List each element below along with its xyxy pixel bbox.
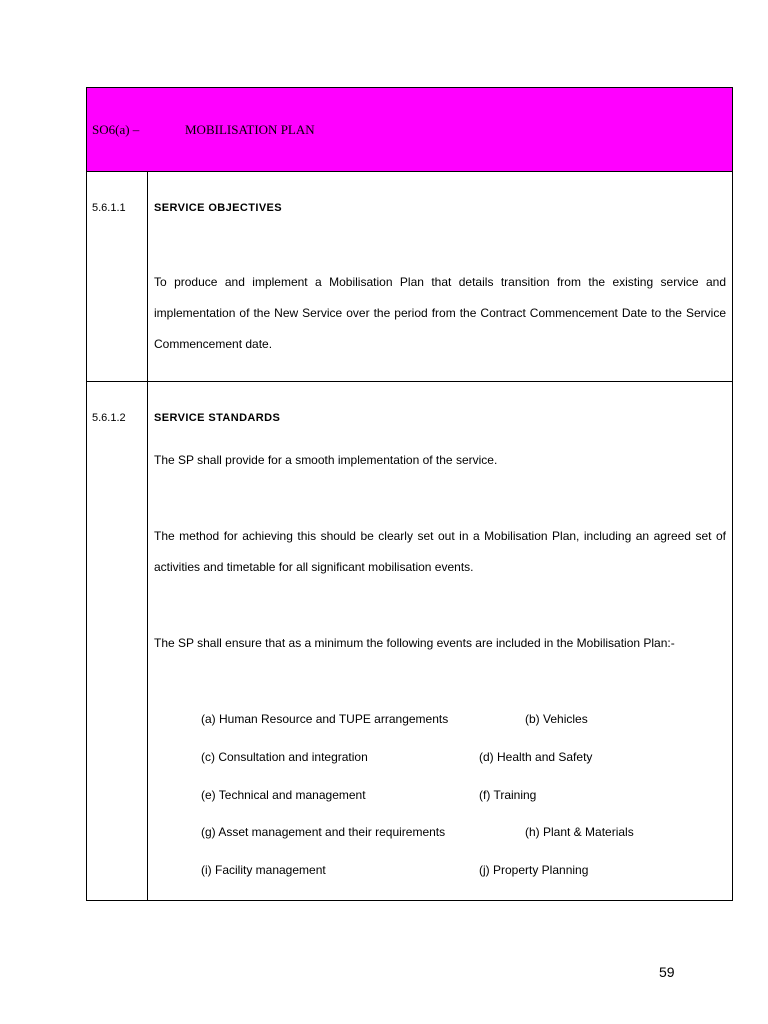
events-list — [87, 382, 732, 900]
title-band — [87, 88, 732, 172]
list-item: (e) Technical and management — [201, 788, 366, 802]
page-number: 59 — [659, 964, 675, 980]
objectives-paragraph: To produce and implement a Mobilisation Plan that details transition from the existing service and implementation of the New Service over the period from the Contract Commencement Date to the Service Commencement date. — [154, 275, 726, 351]
list-item: (b) Vehicles — [525, 712, 588, 726]
section-title: MOBILISATION PLAN — [185, 122, 315, 137]
standards-paragraph-1: The SP shall provide for a smooth implementation of the service. — [154, 453, 498, 467]
section-number: 5.6.1.1 — [92, 202, 126, 214]
section-heading: SERVICE STANDARDS — [154, 412, 281, 424]
list-item: (j) Property Planning — [479, 863, 589, 877]
list-item: (d) Health and Safety — [479, 750, 593, 764]
service-standards-row — [87, 382, 732, 900]
list-item: (h) Plant & Materials — [525, 825, 634, 839]
section-heading: SERVICE OBJECTIVES — [154, 202, 283, 214]
service-objectives-row — [87, 172, 732, 382]
standards-paragraph-2: The method for achieving this should be clearly set out in a Mobilisation Plan, including an agreed set of activities and timetable for all significant mobilisation events. — [154, 529, 726, 574]
standards-paragraph-3: The SP shall ensure that as a minimum the following events are included in the Mobilisation Plan:- — [154, 636, 675, 650]
list-item: (f) Training — [479, 788, 537, 802]
section-code: SO6(a) – — [92, 122, 140, 137]
mobilisation-plan-table — [86, 87, 733, 901]
section-number: 5.6.1.2 — [92, 412, 126, 424]
list-item: (i) Facility management — [201, 863, 326, 877]
list-item: (g) Asset management and their requirements — [201, 825, 446, 839]
section-number-cell — [87, 172, 148, 381]
list-item: (c) Consultation and integration — [201, 750, 368, 764]
list-item: (a) Human Resource and TUPE arrangements — [201, 712, 449, 726]
